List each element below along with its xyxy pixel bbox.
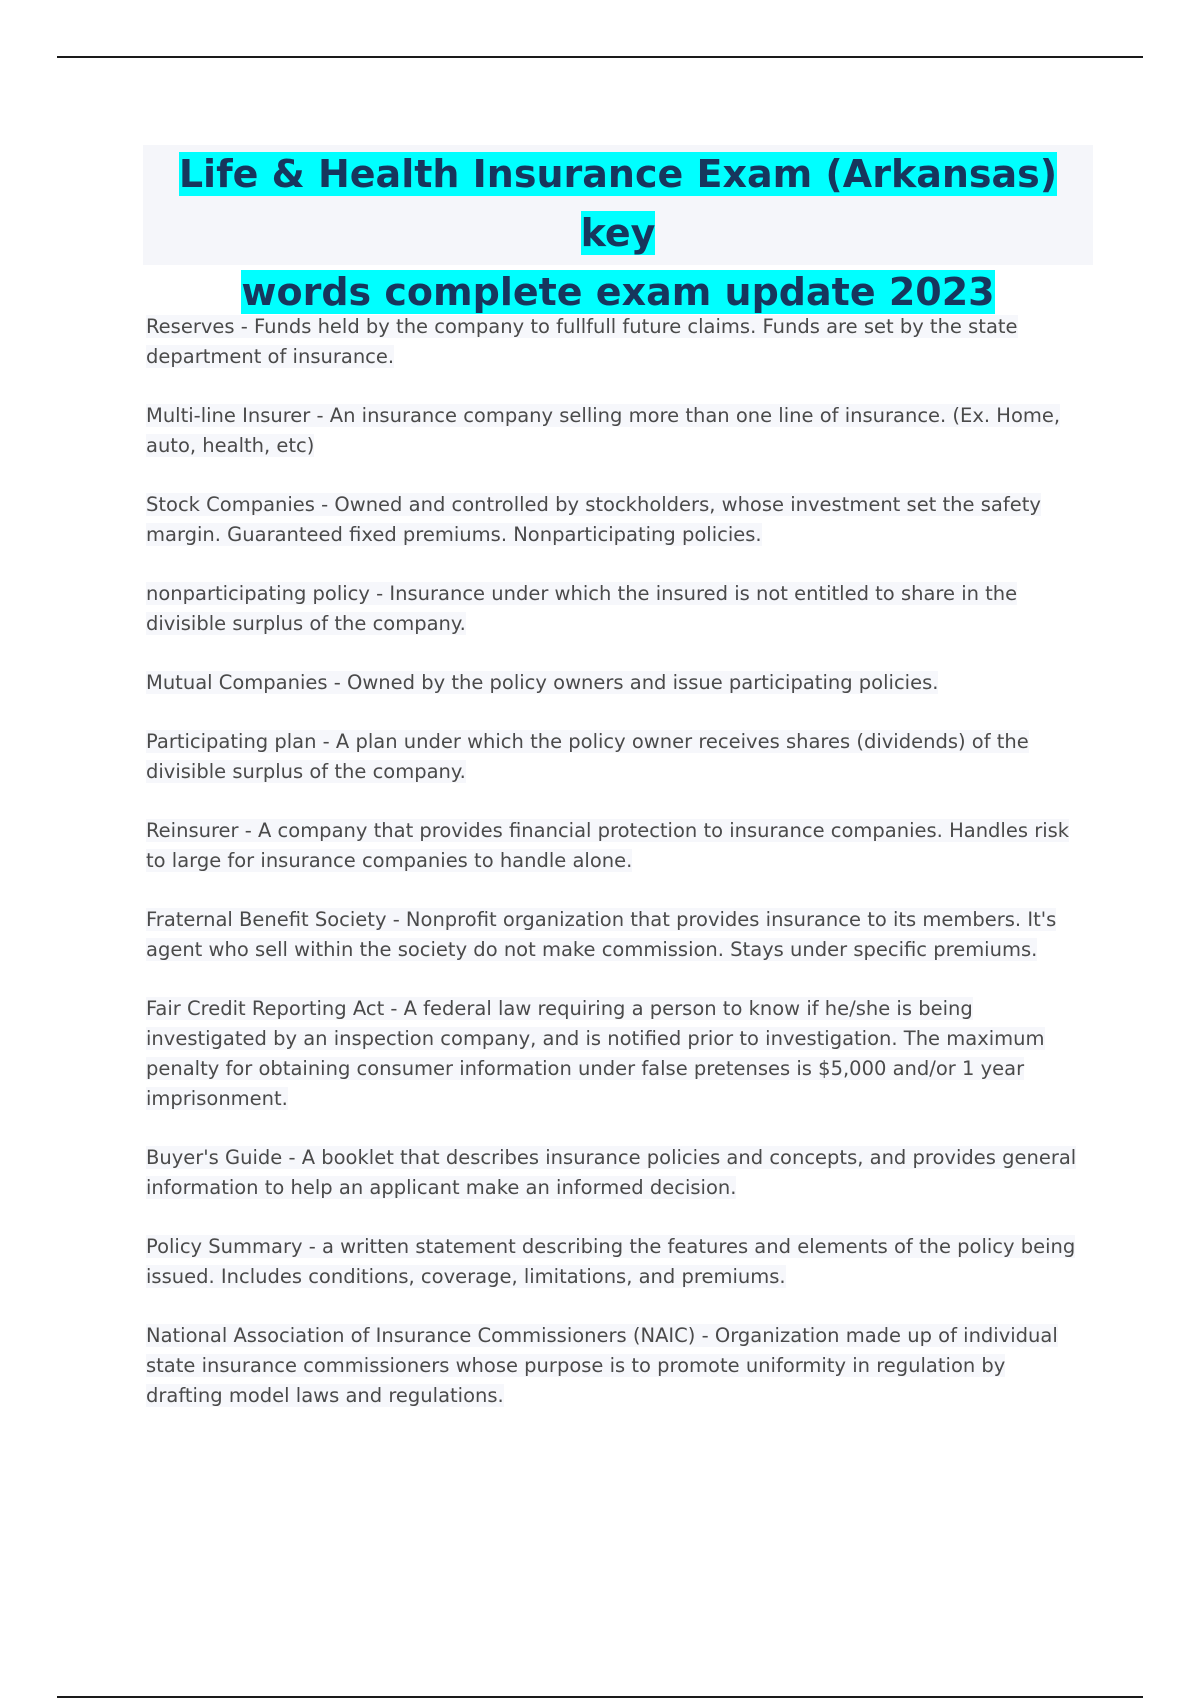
document-title: [143, 145, 1093, 314]
definition-entry: [146, 312, 1081, 372]
definition-text: Policy Summary - a written statement describing the features and elements of the policy being issued. Includes conditions, coverage, limitations, and premiums.: [146, 1235, 1076, 1288]
definition-entry: [146, 1321, 1081, 1411]
definition-text: Participating plan - A plan under which the policy owner receives shares (dividends) of the divisible surplus of the company.: [146, 730, 1029, 783]
definition-text: National Association of Insurance Commissioners (NAIC) - Organization made up of individual state insurance commissioners whose purpose is to promote uniformity in regulation by drafting model laws and regulations.: [146, 1324, 1058, 1407]
definition-text: Stock Companies - Owned and controlled by stockholders, whose investment set the safety margin. Guaranteed fixed premiums. Nonparticipating policies.: [146, 493, 1041, 546]
definition-text: Reserves - Funds held by the company to fullfull future claims. Funds are set by the state department of insurance.: [146, 315, 1018, 368]
definition-text: Reinsurer - A company that provides financial protection to insurance companies. Handles risk to large for insurance companies to handle alone.: [146, 819, 1070, 872]
definition-text: Fraternal Benefit Society - Nonprofit organization that provides insurance to its members. It's agent who sell within the society do not make commission. Stays under specific premiums.: [146, 908, 1057, 961]
definition-entry: [146, 1232, 1081, 1292]
title-line-2: words complete exam update 2023: [241, 270, 995, 314]
definition-entry: [146, 727, 1081, 787]
definition-entry: [146, 905, 1081, 965]
definition-entry: [146, 401, 1081, 461]
definition-text: Multi-line Insurer - An insurance company selling more than one line of insurance. (Ex. Home, auto, health, etc): [146, 404, 1061, 457]
definition-entry: [146, 579, 1081, 639]
top-rule: [57, 56, 1143, 58]
definition-text: Fair Credit Reporting Act - A federal law requiring a person to know if he/she is being investigated by an inspection company, and is notified prior to investigation. The maximum penalty for obtaining consumer information under false pretenses is $5,000 and/or 1 year imprisonment.: [146, 997, 1045, 1110]
bottom-rule: [57, 1696, 1143, 1698]
definition-entry: [146, 994, 1081, 1114]
definition-entry: [146, 816, 1081, 876]
definition-entry: [146, 668, 1081, 698]
title-line-1: Life & Health Insurance Exam (Arkansas) key: [178, 152, 1058, 255]
definition-text: Mutual Companies - Owned by the policy owners and issue participating policies.: [146, 671, 939, 694]
definition-text: Buyer's Guide - A booklet that describes insurance policies and concepts, and provides general information to help an applicant make an informed decision.: [146, 1146, 1077, 1199]
definition-text: nonparticipating policy - Insurance under which the insured is not entitled to share in the divisible surplus of the company.: [146, 582, 1018, 635]
definition-list: [146, 312, 1081, 1440]
definition-entry: [146, 490, 1081, 550]
definition-entry: [146, 1143, 1081, 1203]
